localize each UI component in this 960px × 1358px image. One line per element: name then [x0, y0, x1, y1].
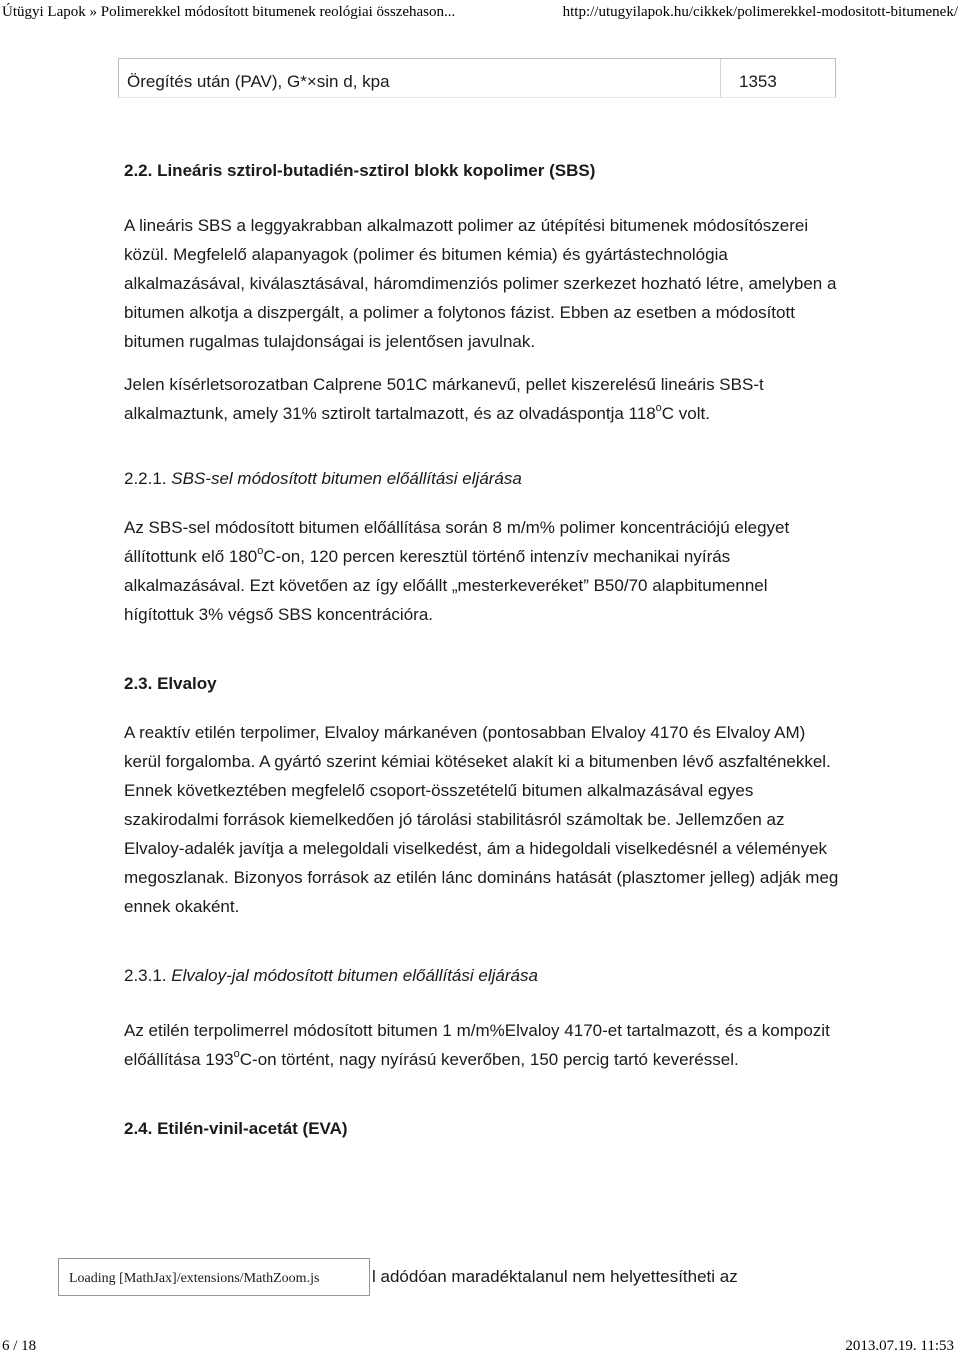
table-cell-label: Öregítés után (PAV), G*×sin d, kpa — [127, 72, 390, 91]
superscript: o — [233, 1048, 240, 1061]
table-cell-value: 1353 — [739, 72, 777, 91]
section-heading-2-3: 2.3. Elvaloy — [124, 674, 217, 693]
subsection-title: Elvaloy-jal módosított bitumen előállítási eljárása — [171, 966, 538, 985]
paragraph-elvaloy-production — [124, 1016, 840, 1074]
paragraph-text: C-on történt, nagy nyírású keverőben, 150 percig tartó keveréssel. — [239, 1050, 739, 1069]
paragraph-elvaloy-intro: A reaktív etilén terpolimer, Elvaloy márkanéven (pontosabban Elvaloy 4170 és Elvaloy AM) kerül forgalomba. A gyártó szerint kémiai kötéseket alakít ki a bitumenben lévő aszfalténekkel. Ennek következtében megfelelő csoport-összetételű bitumen alkalmazásával egyes szakirodalmi források kiemelkedően jó tárolási stabilitásról számoltak be. Jellemzően az Elvaloy-adalék javítja a melegoldali viselkedést, ám a hidegoldali viselkedésnél a vélemények megoszlanak. Bizonyos források az etilén lánc domináns hatását (plasztomer jelleg) adják meg ennek okaként. — [124, 723, 839, 916]
subsection-title: SBS-sel módosított bitumen előállítási eljárása — [171, 469, 522, 488]
paragraph-text: Az etilén terpolimerrel módosított bitumen 1 m/m%Elvaloy 4170-et tartalmazott, és a kompozit előállítása 193 — [124, 1021, 830, 1069]
table-cell-divider — [720, 59, 721, 97]
data-table-row — [118, 58, 836, 98]
subsection-number: 2.3.1. — [124, 966, 167, 985]
paragraph-text: Jelen kísérletsorozatban Calprene 501C márkanevű, pellet kiszerelésű lineáris SBS-t alkalmaztunk, amely 31% sztirolt tartalmazott, és az olvadáspontja 118 — [124, 375, 764, 423]
article-body — [124, 156, 840, 1143]
paragraph-sbs-intro: A lineáris SBS a leggyakrabban alkalmazott polimer az útépítési bitumenek módosítószerei közül. Megfelelő alapanyagok (polimer és bitumen kémia) és gyártástechnológia alkalmazásával, kiválasztásával, háromdimenziós polimer szerkezet hozható létre, amelyben a bitumen alkotja a diszpergált, a polimer a folytonos fázist. Ebben az esetben a módosított bitumen rugalmas tulajdonságai is jelentősen javulnak. — [124, 216, 837, 351]
section-heading-2-2: 2.2. Lineáris sztirol-butadién-sztirol blokk kopolimer (SBS) — [124, 161, 596, 180]
page-number: 6 / 18 — [2, 1338, 37, 1354]
paragraph-text: C volt. — [661, 404, 710, 423]
print-footer — [0, 1338, 960, 1358]
paragraph-sbs-production — [124, 513, 840, 629]
paragraph-text: Az SBS-sel módosított bitumen előállítása során 8 m/m% polimer koncentrációjú elegyet állítottunk elő 180 — [124, 518, 790, 566]
paragraph-eva-partial: l adódóan maradéktalanul nem helyettesítheti az — [372, 1267, 738, 1286]
paragraph-text: C-on, 120 percen keresztül történő intenzív mechanikai nyírás alkalmazásával. Ezt követően az így előállt „mesterkeveréket” B50/70 alapbitumennel hígítottuk 3% végső SBS koncentrációra. — [124, 547, 768, 624]
subsection-number: 2.2.1. — [124, 469, 167, 488]
print-datetime: 2013.07.19. 11:53 — [845, 1338, 954, 1354]
section-heading-2-4: 2.4. Etilén-vinil-acetát (EVA) — [124, 1119, 348, 1138]
page-title: Útügyi Lapok » Polimerekkel módosított bitumenek reológiai összehason... — [2, 4, 456, 20]
subsection-heading-2-2-1 — [124, 464, 840, 493]
subsection-heading-2-3-1 — [124, 961, 840, 990]
paragraph-sbs-calprene — [124, 370, 840, 428]
superscript: o — [655, 402, 662, 415]
print-header — [0, 4, 960, 26]
mathjax-loading-message: Loading [MathJax]/extensions/MathZoom.js — [58, 1258, 370, 1296]
page-url: http://utugyilapok.hu/cikkek/polimerekkel-modositott-bitumenek/ — [562, 4, 958, 20]
superscript: o — [257, 545, 264, 558]
